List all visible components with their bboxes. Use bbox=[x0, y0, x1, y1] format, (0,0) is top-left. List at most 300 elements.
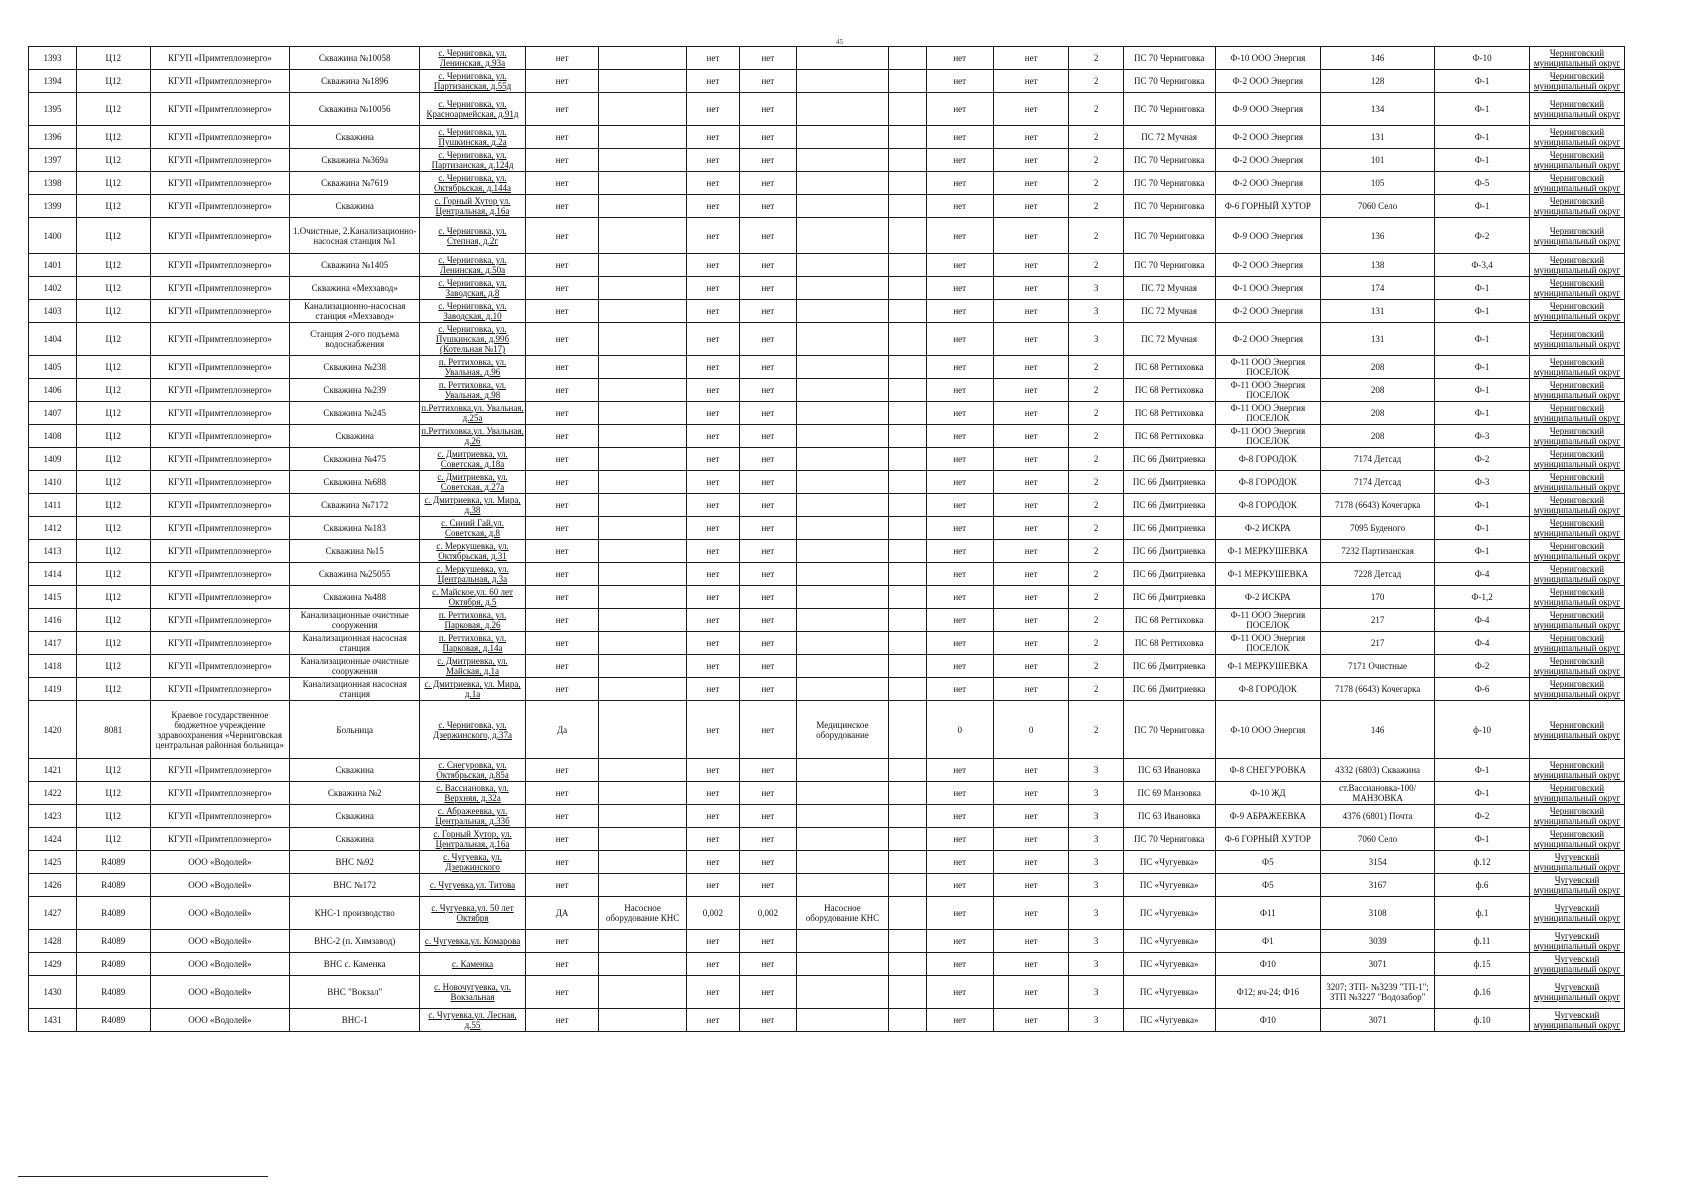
cell-backup: нет bbox=[525, 218, 599, 254]
cell-critical_eq bbox=[889, 356, 926, 379]
cell-feeder: Ф-2 ООО Энергия bbox=[1215, 172, 1321, 195]
cell-object: Скважина «Мехзавод» bbox=[290, 277, 420, 300]
cell-critical_eq bbox=[889, 828, 926, 851]
cell-backup_eq bbox=[599, 195, 686, 218]
cell-critical_eq bbox=[889, 149, 926, 172]
cell-load1: нет bbox=[686, 471, 739, 494]
cell-critical_eq bbox=[889, 540, 926, 563]
cell-code: Ц12 bbox=[76, 300, 150, 323]
cell-object: Скважина №369а bbox=[290, 149, 420, 172]
cell-critical: Медицинское оборудование bbox=[796, 701, 889, 759]
cell-category: 2 bbox=[1069, 379, 1123, 402]
cell-org: КГУП «Примтеплоэнерго» bbox=[150, 563, 290, 586]
cell-substation: ПС 72 Мучная bbox=[1123, 126, 1215, 149]
cell-load1: нет bbox=[686, 494, 739, 517]
cell-feeder: Ф-2 ООО Энергия bbox=[1215, 323, 1321, 356]
cell-load2: нет bbox=[740, 300, 797, 323]
cell-val2: нет bbox=[993, 805, 1069, 828]
table-row bbox=[29, 632, 1625, 655]
cell-backup_eq bbox=[599, 494, 686, 517]
cell-load1: нет bbox=[686, 195, 739, 218]
cell-val2: нет bbox=[993, 1009, 1069, 1032]
cell-tp: 136 bbox=[1321, 218, 1435, 254]
cell-val1: нет bbox=[926, 471, 993, 494]
cell-feeder: Ф-11 ООО Энергия ПОСЕЛОК bbox=[1215, 609, 1321, 632]
cell-category: 3 bbox=[1069, 930, 1123, 953]
cell-substation: ПС 70 Черниговка bbox=[1123, 195, 1215, 218]
cell-feeder_no: Ф-1 bbox=[1435, 277, 1530, 300]
cell-category: 3 bbox=[1069, 897, 1123, 930]
cell-tp: 208 bbox=[1321, 356, 1435, 379]
cell-address: с. Чугуевка,ул. 50 лет Октября bbox=[420, 897, 526, 930]
table-row bbox=[29, 897, 1625, 930]
cell-object: Канализационные очистные сооружения bbox=[290, 655, 420, 678]
cell-critical_eq bbox=[889, 701, 926, 759]
cell-backup_eq bbox=[599, 976, 686, 1009]
cell-category: 3 bbox=[1069, 759, 1123, 782]
cell-org: КГУП «Примтеплоэнерго» bbox=[150, 448, 290, 471]
cell-num: 1416 bbox=[29, 609, 77, 632]
cell-critical bbox=[796, 759, 889, 782]
cell-val2: нет bbox=[993, 93, 1069, 126]
cell-load2: нет bbox=[740, 678, 797, 701]
table-row bbox=[29, 805, 1625, 828]
cell-val1: нет bbox=[926, 425, 993, 448]
cell-feeder_no: Ф-3,4 bbox=[1435, 254, 1530, 277]
cell-backup_eq bbox=[599, 323, 686, 356]
cell-backup_eq bbox=[599, 471, 686, 494]
cell-critical bbox=[796, 448, 889, 471]
cell-num: 1409 bbox=[29, 448, 77, 471]
cell-val2: нет bbox=[993, 70, 1069, 93]
cell-tp: 4332 (6803) Скважина bbox=[1321, 759, 1435, 782]
cell-val1: нет bbox=[926, 1009, 993, 1032]
cell-category: 2 bbox=[1069, 70, 1123, 93]
cell-feeder_no: Ф-2 bbox=[1435, 218, 1530, 254]
cell-address: с. Новочугуевка, ул. Вокзальная bbox=[420, 976, 526, 1009]
cell-load2: нет bbox=[740, 609, 797, 632]
cell-backup: ДА bbox=[525, 897, 599, 930]
cell-critical bbox=[796, 126, 889, 149]
cell-backup: нет bbox=[525, 655, 599, 678]
cell-load1: нет bbox=[686, 172, 739, 195]
table-row bbox=[29, 828, 1625, 851]
cell-backup_eq bbox=[599, 379, 686, 402]
table-row bbox=[29, 93, 1625, 126]
cell-feeder: Ф-10 ООО Энергия bbox=[1215, 47, 1321, 70]
cell-critical bbox=[796, 70, 889, 93]
cell-val2: нет bbox=[993, 782, 1069, 805]
cell-tp: 174 bbox=[1321, 277, 1435, 300]
cell-feeder: Ф-1 МЕРКУШЕВКА bbox=[1215, 540, 1321, 563]
cell-code: Ц12 bbox=[76, 494, 150, 517]
cell-backup: нет bbox=[525, 632, 599, 655]
cell-district: Черниговский муниципальный округ bbox=[1530, 93, 1625, 126]
cell-num: 1404 bbox=[29, 323, 77, 356]
cell-substation: ПС 70 Черниговка bbox=[1123, 218, 1215, 254]
cell-load2: нет bbox=[740, 563, 797, 586]
table-row bbox=[29, 874, 1625, 897]
cell-code: R4089 bbox=[76, 1009, 150, 1032]
cell-substation: ПС 68 Реттиховка bbox=[1123, 402, 1215, 425]
cell-category: 3 bbox=[1069, 782, 1123, 805]
cell-val2: нет bbox=[993, 851, 1069, 874]
cell-district: Черниговский муниципальный округ bbox=[1530, 678, 1625, 701]
cell-feeder_no: Ф-1 bbox=[1435, 356, 1530, 379]
cell-num: 1423 bbox=[29, 805, 77, 828]
cell-val1: нет bbox=[926, 655, 993, 678]
cell-val2: нет bbox=[993, 356, 1069, 379]
cell-category: 2 bbox=[1069, 402, 1123, 425]
cell-category: 3 bbox=[1069, 805, 1123, 828]
cell-tp: 131 bbox=[1321, 300, 1435, 323]
cell-val2: нет bbox=[993, 254, 1069, 277]
cell-val1: нет bbox=[926, 323, 993, 356]
cell-org: КГУП «Примтеплоэнерго» bbox=[150, 540, 290, 563]
cell-org: КГУП «Примтеплоэнерго» bbox=[150, 402, 290, 425]
cell-load1: нет bbox=[686, 93, 739, 126]
cell-org: КГУП «Примтеплоэнерго» bbox=[150, 379, 290, 402]
cell-feeder_no: Ф-2 bbox=[1435, 448, 1530, 471]
cell-address: с. Меркушевка, ул. Октябрьская, д.31 bbox=[420, 540, 526, 563]
cell-critical bbox=[796, 851, 889, 874]
cell-backup_eq bbox=[599, 851, 686, 874]
table-row bbox=[29, 517, 1625, 540]
cell-num: 1426 bbox=[29, 874, 77, 897]
cell-critical_eq bbox=[889, 47, 926, 70]
cell-address: с. Черниговка, ул. Ленинская, д.93а bbox=[420, 47, 526, 70]
data-table bbox=[28, 46, 1625, 1032]
cell-address: с. Снегуровка, ул. Октябрьская, д.85а bbox=[420, 759, 526, 782]
cell-load2: нет bbox=[740, 47, 797, 70]
cell-num: 1419 bbox=[29, 678, 77, 701]
cell-load2: нет bbox=[740, 586, 797, 609]
cell-feeder: Ф-9 АБРАЖЕЕВКА bbox=[1215, 805, 1321, 828]
cell-num: 1430 bbox=[29, 976, 77, 1009]
cell-backup: нет bbox=[525, 874, 599, 897]
cell-critical_eq bbox=[889, 471, 926, 494]
cell-load1: нет bbox=[686, 782, 739, 805]
table-row bbox=[29, 126, 1625, 149]
cell-feeder: Ф-9 ООО Энергия bbox=[1215, 93, 1321, 126]
cell-address: с. Черниговка, ул. Пушкинская, д.2а bbox=[420, 126, 526, 149]
cell-val1: нет bbox=[926, 494, 993, 517]
cell-critical_eq bbox=[889, 1009, 926, 1032]
cell-object: ВНС "Вокзал" bbox=[290, 976, 420, 1009]
cell-load2: нет bbox=[740, 172, 797, 195]
cell-val1: нет bbox=[926, 563, 993, 586]
cell-feeder_no: ф.15 bbox=[1435, 953, 1530, 976]
cell-object: Скважина №1405 bbox=[290, 254, 420, 277]
cell-backup: нет bbox=[525, 300, 599, 323]
cell-feeder: Ф-6 ГОРНЫЙ ХУТОР bbox=[1215, 828, 1321, 851]
cell-district: Черниговский муниципальный округ bbox=[1530, 540, 1625, 563]
cell-val1: нет bbox=[926, 517, 993, 540]
cell-object: Канализационно-насосная станция «Мехзавод» bbox=[290, 300, 420, 323]
table-row bbox=[29, 70, 1625, 93]
cell-category: 2 bbox=[1069, 356, 1123, 379]
cell-backup_eq bbox=[599, 953, 686, 976]
cell-critical_eq bbox=[889, 379, 926, 402]
cell-critical bbox=[796, 323, 889, 356]
cell-tp: 208 bbox=[1321, 402, 1435, 425]
cell-feeder: Ф-1 МЕРКУШЕВКА bbox=[1215, 563, 1321, 586]
cell-num: 1397 bbox=[29, 149, 77, 172]
table-row bbox=[29, 300, 1625, 323]
cell-backup: нет bbox=[525, 93, 599, 126]
cell-address: п.Реттиховка,ул. Увальная, д.26 bbox=[421, 426, 524, 446]
cell-district: Черниговский муниципальный округ bbox=[1530, 356, 1625, 379]
cell-backup: нет bbox=[525, 323, 599, 356]
cell-load1: нет bbox=[686, 759, 739, 782]
cell-critical bbox=[796, 172, 889, 195]
cell-critical bbox=[796, 563, 889, 586]
cell-feeder: Ф-8 ГОРОДОК bbox=[1215, 471, 1321, 494]
cell-org: КГУП «Примтеплоэнерго» bbox=[150, 149, 290, 172]
cell-feeder_no: Ф-1 bbox=[1435, 759, 1530, 782]
cell-feeder_no: ф.10 bbox=[1435, 1009, 1530, 1032]
cell-code: Ц12 bbox=[76, 70, 150, 93]
cell-num: 1414 bbox=[29, 563, 77, 586]
cell-code: Ц12 bbox=[76, 471, 150, 494]
cell-object: Канализационные очистные сооружения bbox=[290, 609, 420, 632]
cell-org: ООО «Водолей» bbox=[150, 897, 290, 930]
table-row bbox=[29, 563, 1625, 586]
cell-object: Скважина №25055 bbox=[290, 563, 420, 586]
cell-address: с. Меркушевка, ул. Центральная, д.3а bbox=[420, 563, 526, 586]
cell-tp: 3207; ЗТП- №3239 "ТП-1"; ЗТП №3227 "Водозабор" bbox=[1321, 976, 1435, 1009]
cell-org: КГУП «Примтеплоэнерго» bbox=[150, 195, 290, 218]
cell-category: 2 bbox=[1069, 494, 1123, 517]
cell-critical bbox=[796, 149, 889, 172]
cell-address: с. Чугуевка,ул. Титова bbox=[420, 874, 526, 897]
cell-num: 1396 bbox=[29, 126, 77, 149]
cell-substation: ПС 66 Дмитриевка bbox=[1123, 494, 1215, 517]
cell-val1: нет bbox=[926, 609, 993, 632]
cell-val1: нет bbox=[926, 126, 993, 149]
cell-category: 2 bbox=[1069, 586, 1123, 609]
cell-backup_eq bbox=[599, 805, 686, 828]
table-row bbox=[29, 402, 1625, 425]
cell-num: 1417 bbox=[29, 632, 77, 655]
cell-feeder: Ф-11 ООО Энергия ПОСЕЛОК bbox=[1215, 356, 1321, 379]
cell-object: ВНС-1 bbox=[290, 1009, 420, 1032]
cell-code: Ц12 bbox=[76, 609, 150, 632]
cell-org: КГУП «Примтеплоэнерго» bbox=[150, 471, 290, 494]
cell-org: ООО «Водолей» bbox=[150, 1009, 290, 1032]
cell-feeder_no: ф.6 bbox=[1435, 874, 1530, 897]
cell-object: Скважина №238 bbox=[290, 356, 420, 379]
cell-load1: нет bbox=[686, 874, 739, 897]
cell-org: КГУП «Примтеплоэнерго» bbox=[150, 517, 290, 540]
cell-critical bbox=[796, 425, 889, 448]
cell-val2: нет bbox=[993, 126, 1069, 149]
cell-backup: нет bbox=[525, 586, 599, 609]
cell-substation: ПС 70 Черниговка bbox=[1123, 828, 1215, 851]
cell-val2: нет bbox=[993, 976, 1069, 1009]
cell-address: с. Черниговка, ул. Заводская, д.10 bbox=[420, 300, 526, 323]
cell-feeder: Ф10 bbox=[1215, 953, 1321, 976]
cell-substation: ПС 70 Черниговка bbox=[1123, 172, 1215, 195]
cell-category: 3 bbox=[1069, 874, 1123, 897]
cell-code: R4089 bbox=[76, 930, 150, 953]
cell-critical bbox=[796, 655, 889, 678]
cell-load1: нет bbox=[686, 149, 739, 172]
cell-district: Черниговский муниципальный округ bbox=[1530, 632, 1625, 655]
cell-category: 2 bbox=[1069, 609, 1123, 632]
cell-load2: нет bbox=[740, 930, 797, 953]
cell-val2: нет bbox=[993, 448, 1069, 471]
cell-feeder: Ф-8 СНЕГУРОВКА bbox=[1215, 759, 1321, 782]
cell-district: Черниговский муниципальный округ bbox=[1530, 494, 1625, 517]
table-row bbox=[29, 851, 1625, 874]
cell-load2: нет bbox=[740, 874, 797, 897]
cell-num: 1421 bbox=[29, 759, 77, 782]
cell-address: п. Реттиховка, ул. Парковая, д.14а bbox=[420, 632, 526, 655]
cell-org: КГУП «Примтеплоэнерго» bbox=[150, 277, 290, 300]
cell-load1: нет bbox=[686, 47, 739, 70]
cell-val2: нет bbox=[993, 609, 1069, 632]
cell-backup: нет bbox=[525, 47, 599, 70]
cell-backup: нет bbox=[525, 517, 599, 540]
page-number: 45 bbox=[836, 38, 843, 46]
cell-load2: нет bbox=[740, 379, 797, 402]
cell-tp: 7232 Партизанская bbox=[1321, 540, 1435, 563]
cell-backup: нет bbox=[525, 759, 599, 782]
cell-tp: 7228 Детсад bbox=[1321, 563, 1435, 586]
cell-feeder: Ф-2 ООО Энергия bbox=[1215, 254, 1321, 277]
cell-org: КГУП «Примтеплоэнерго» bbox=[150, 254, 290, 277]
cell-address: с. Черниговка, ул. Партизанская, д.124д bbox=[420, 149, 526, 172]
cell-backup: нет bbox=[525, 425, 599, 448]
cell-critical_eq bbox=[889, 195, 926, 218]
cell-address: п. Реттиховка, ул. Парковая, д.26 bbox=[420, 609, 526, 632]
cell-feeder_no: Ф-1 bbox=[1435, 517, 1530, 540]
cell-district: Черниговский муниципальный округ bbox=[1530, 254, 1625, 277]
cell-district: Черниговский муниципальный округ bbox=[1530, 517, 1625, 540]
cell-tp: 217 bbox=[1321, 609, 1435, 632]
cell-backup: нет bbox=[525, 953, 599, 976]
table-row bbox=[29, 609, 1625, 632]
cell-code: Ц12 bbox=[76, 218, 150, 254]
table-row bbox=[29, 782, 1625, 805]
cell-object: ВНС-2 (п. Химзавод) bbox=[290, 930, 420, 953]
cell-backup_eq bbox=[599, 828, 686, 851]
cell-category: 2 bbox=[1069, 218, 1123, 254]
cell-substation: ПС 66 Дмитриевка bbox=[1123, 563, 1215, 586]
cell-backup_eq bbox=[599, 126, 686, 149]
cell-val1: нет bbox=[926, 70, 993, 93]
cell-code: Ц12 bbox=[76, 47, 150, 70]
cell-code: Ц12 bbox=[76, 759, 150, 782]
cell-backup: нет bbox=[525, 1009, 599, 1032]
cell-feeder: Ф12; яч-24; Ф16 bbox=[1215, 976, 1321, 1009]
cell-backup: нет bbox=[525, 70, 599, 93]
cell-val1: нет bbox=[926, 897, 993, 930]
cell-backup_eq bbox=[599, 448, 686, 471]
cell-tp: 7174 Детсад bbox=[1321, 448, 1435, 471]
cell-feeder_no: Ф-1 bbox=[1435, 195, 1530, 218]
cell-num: 1420 bbox=[29, 701, 77, 759]
cell-feeder_no: Ф-1 bbox=[1435, 323, 1530, 356]
cell-object: Скважина bbox=[290, 828, 420, 851]
cell-org: КГУП «Примтеплоэнерго» bbox=[150, 425, 290, 448]
cell-backup: нет bbox=[525, 828, 599, 851]
cell-critical bbox=[796, 277, 889, 300]
cell-object: Скважина №2 bbox=[290, 782, 420, 805]
cell-val2: нет bbox=[993, 300, 1069, 323]
cell-object: Скважина №7619 bbox=[290, 172, 420, 195]
cell-num: 1403 bbox=[29, 300, 77, 323]
cell-category: 2 bbox=[1069, 47, 1123, 70]
cell-substation: ПС 66 Дмитриевка bbox=[1123, 586, 1215, 609]
cell-load2: нет bbox=[740, 494, 797, 517]
cell-critical_eq bbox=[889, 517, 926, 540]
cell-substation: ПС 69 Манзовка bbox=[1123, 782, 1215, 805]
cell-val2: нет bbox=[993, 425, 1069, 448]
cell-critical_eq bbox=[889, 277, 926, 300]
cell-critical bbox=[796, 300, 889, 323]
cell-feeder: Ф-10 ЖД bbox=[1215, 782, 1321, 805]
cell-object: Скважина №10056 bbox=[290, 93, 420, 126]
cell-load1: нет bbox=[686, 70, 739, 93]
table-row bbox=[29, 759, 1625, 782]
cell-category: 2 bbox=[1069, 126, 1123, 149]
cell-load2: нет bbox=[740, 149, 797, 172]
cell-val2: нет bbox=[993, 655, 1069, 678]
cell-substation: ПС 66 Дмитриевка bbox=[1123, 655, 1215, 678]
cell-address: с. Черниговка, ул. Октябрьская, д.144а bbox=[420, 172, 526, 195]
cell-category: 3 bbox=[1069, 976, 1123, 1009]
cell-code: R4089 bbox=[76, 897, 150, 930]
cell-substation: ПС «Чугуевка» bbox=[1123, 953, 1215, 976]
cell-tp: 128 bbox=[1321, 70, 1435, 93]
table-row bbox=[29, 448, 1625, 471]
cell-backup_eq bbox=[599, 70, 686, 93]
cell-district: Черниговский муниципальный округ bbox=[1530, 701, 1625, 759]
cell-num: 1425 bbox=[29, 851, 77, 874]
cell-address: с. Дмитриевка, ул. Советская, д.27а bbox=[420, 471, 526, 494]
cell-num: 1399 bbox=[29, 195, 77, 218]
cell-category: 3 bbox=[1069, 851, 1123, 874]
cell-address: с. Чугуевка,ул. Комарова bbox=[420, 930, 526, 953]
cell-load1: нет bbox=[686, 254, 739, 277]
cell-critical_eq bbox=[889, 70, 926, 93]
cell-backup_eq bbox=[599, 655, 686, 678]
cell-district: Черниговский муниципальный округ bbox=[1530, 782, 1625, 805]
cell-code: Ц12 bbox=[76, 402, 150, 425]
cell-num: 1428 bbox=[29, 930, 77, 953]
cell-val1: нет bbox=[926, 356, 993, 379]
cell-load1: нет bbox=[686, 540, 739, 563]
cell-org: ООО «Водолей» bbox=[150, 953, 290, 976]
cell-category: 2 bbox=[1069, 678, 1123, 701]
cell-tp: 217 bbox=[1321, 632, 1435, 655]
cell-feeder: Ф-1 МЕРКУШЕВКА bbox=[1215, 655, 1321, 678]
cell-num: 1427 bbox=[29, 897, 77, 930]
cell-address: п. Реттиховка, ул. Увальная, д.96 bbox=[420, 356, 526, 379]
cell-code: R4089 bbox=[76, 851, 150, 874]
table-row bbox=[29, 471, 1625, 494]
cell-address: с. Черниговка, ул. Заводская, д.8 bbox=[420, 277, 526, 300]
cell-feeder_no: Ф-1 bbox=[1435, 70, 1530, 93]
cell-load1: нет bbox=[686, 1009, 739, 1032]
cell-load1: нет bbox=[686, 828, 739, 851]
cell-address: с. Майское,ул. 60 лет Октября, д.5 bbox=[420, 586, 526, 609]
cell-object: 1.Очистные, 2.Канализационно-насосная станция №1 bbox=[290, 218, 420, 254]
cell-val1: нет bbox=[926, 953, 993, 976]
cell-val1: нет bbox=[926, 218, 993, 254]
